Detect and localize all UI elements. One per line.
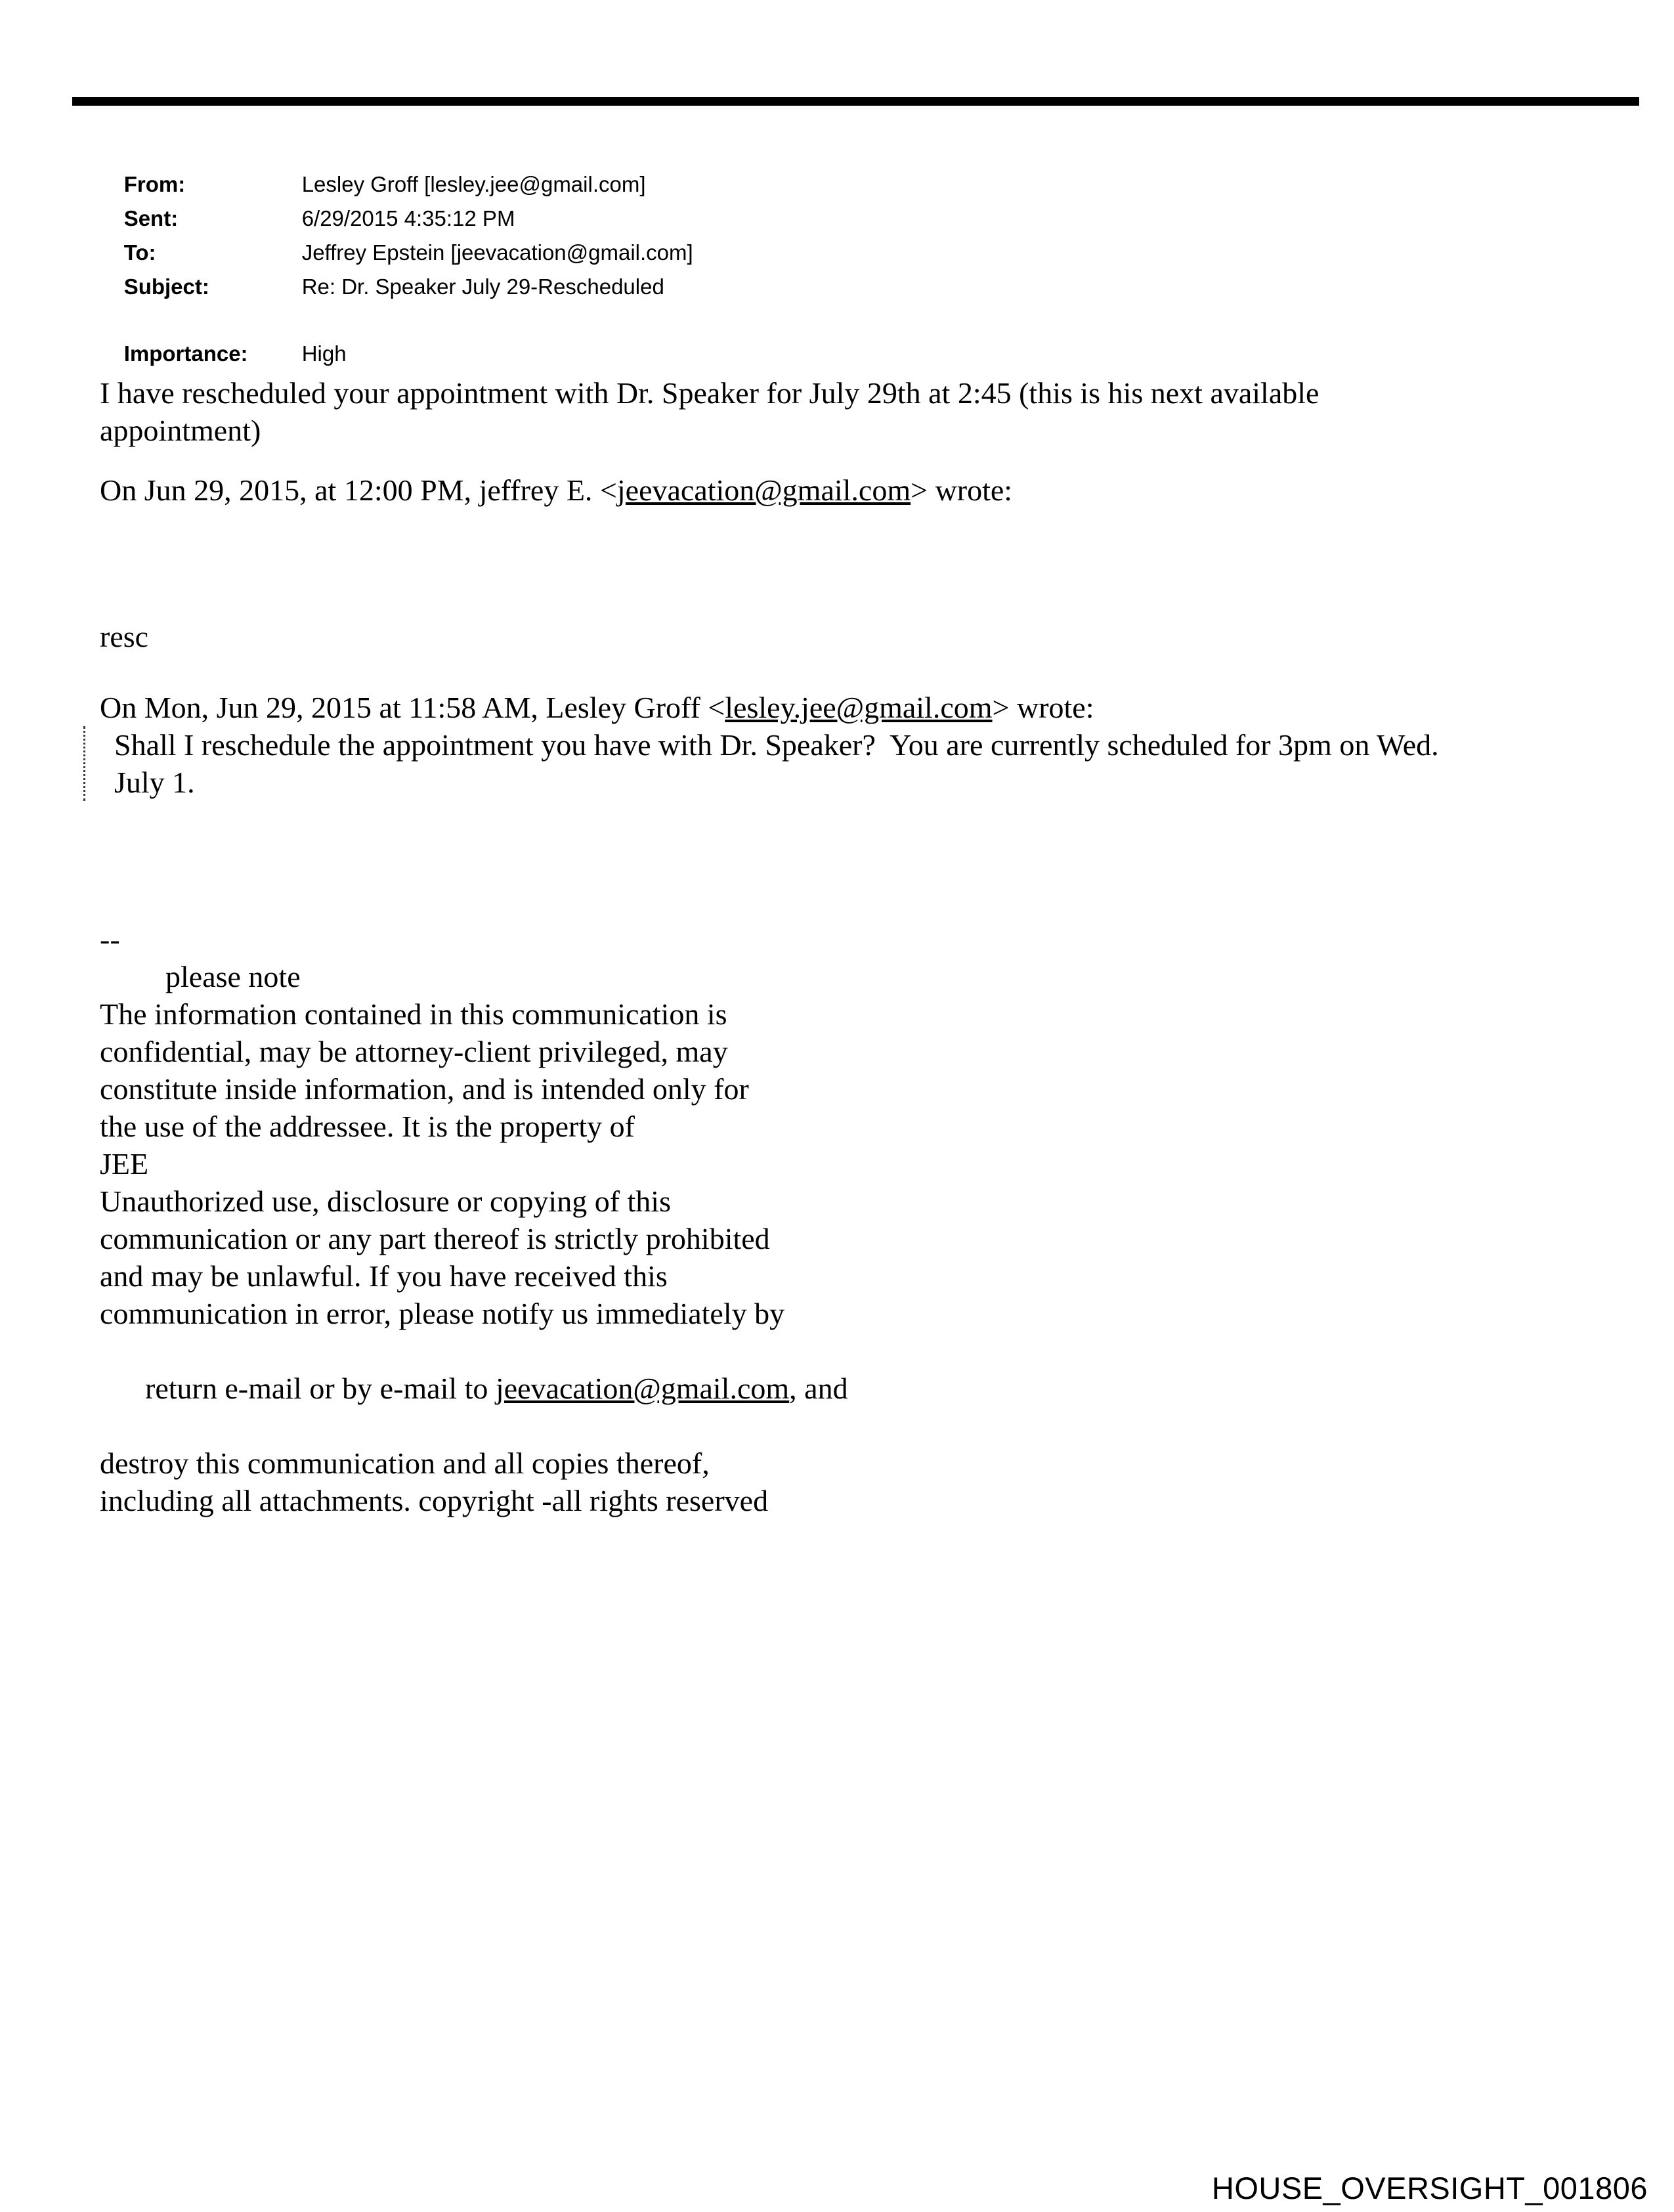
bates-number: HOUSE_OVERSIGHT_001806 [1211,2171,1648,2205]
to-label: To: [123,240,156,265]
disclaimer-line: communication in error, please notify us immediately by [100,1297,785,1330]
header-divider-rule [72,97,1639,106]
disclaimer-line: confidential, may be attorney-client privileged, may [100,1035,728,1068]
attribution-text: > wrote: [992,691,1094,724]
reply-attribution-line [100,471,1012,509]
signature-note: please note [165,960,301,993]
disclaimer-return-line [100,1332,848,1444]
quote-attribution-line [100,689,1094,726]
subject-value: Re: Dr. Speaker July 29-Rescheduled [301,274,664,299]
lesley-jee-email-link[interactable]: lesley.jee@gmail.com [725,691,993,724]
disclaimer-line: Unauthorized use, disclosure or copying of this [100,1184,671,1218]
quoted-line: Shall I reschedule the appointment you have with Dr. Speaker? You are currently scheduled for 3pm on Wed. [114,728,1439,762]
disclaimer-line: The information contained in this communication is [100,997,727,1031]
disclaimer-line: including all attachments. copyright -all rights reserved [100,1484,769,1517]
signature-disclaimer-block [100,921,848,1519]
signature-separator: -- [100,922,120,956]
sent-value: 6/29/2015 4:35:12 PM [301,206,515,230]
paragraph-line: I have rescheduled your appointment with Dr. Speaker for July 29th at 2:45 (this is his next available [100,376,1320,410]
message-fragment [100,618,148,655]
disclaimer-line: constitute inside information, and is intended only for [100,1072,749,1106]
paragraph-line: appointment) [100,414,261,447]
jeevacation-email-link[interactable]: jeevacation@gmail.com [616,473,911,507]
subject-label: Subject: [123,274,209,299]
attribution-text: On Mon, Jun 29, 2015 at 11:58 AM, Lesley Groff < [100,691,725,724]
importance-label: Importance: [123,341,248,366]
disclaimer-line: and may be unlawful. If you have received this [100,1259,668,1293]
importance-value: High [301,341,347,366]
disclaimer-line: destroy this communication and all copies thereof, [100,1446,710,1480]
quoted-message-block [83,726,1439,801]
sent-label: Sent: [123,206,179,230]
to-value: Jeffrey Epstein [jeevacation@gmail.com] [301,240,693,265]
quoted-line: July 1. [114,766,195,799]
disclaimer-line: communication or any part thereof is strictly prohibited [100,1222,770,1255]
disclaimer-text: , and [789,1372,848,1405]
body-paragraph-reschedule [100,374,1319,449]
fragment-text: resc [100,620,149,653]
attribution-text: > wrote: [911,473,1013,507]
jeevacation-email-link[interactable]: jeevacation@gmail.com [495,1372,790,1405]
from-label: From: [123,172,186,196]
from-value: Lesley Groff [lesley.jee@gmail.com] [301,172,646,196]
disclaimer-line: JEE [100,1147,149,1181]
attribution-text: On Jun 29, 2015, at 12:00 PM, jeffrey E. < [100,473,617,507]
disclaimer-text: return e-mail or by e-mail to [145,1372,496,1405]
disclaimer-line: the use of the addressee. It is the property of [100,1110,635,1143]
